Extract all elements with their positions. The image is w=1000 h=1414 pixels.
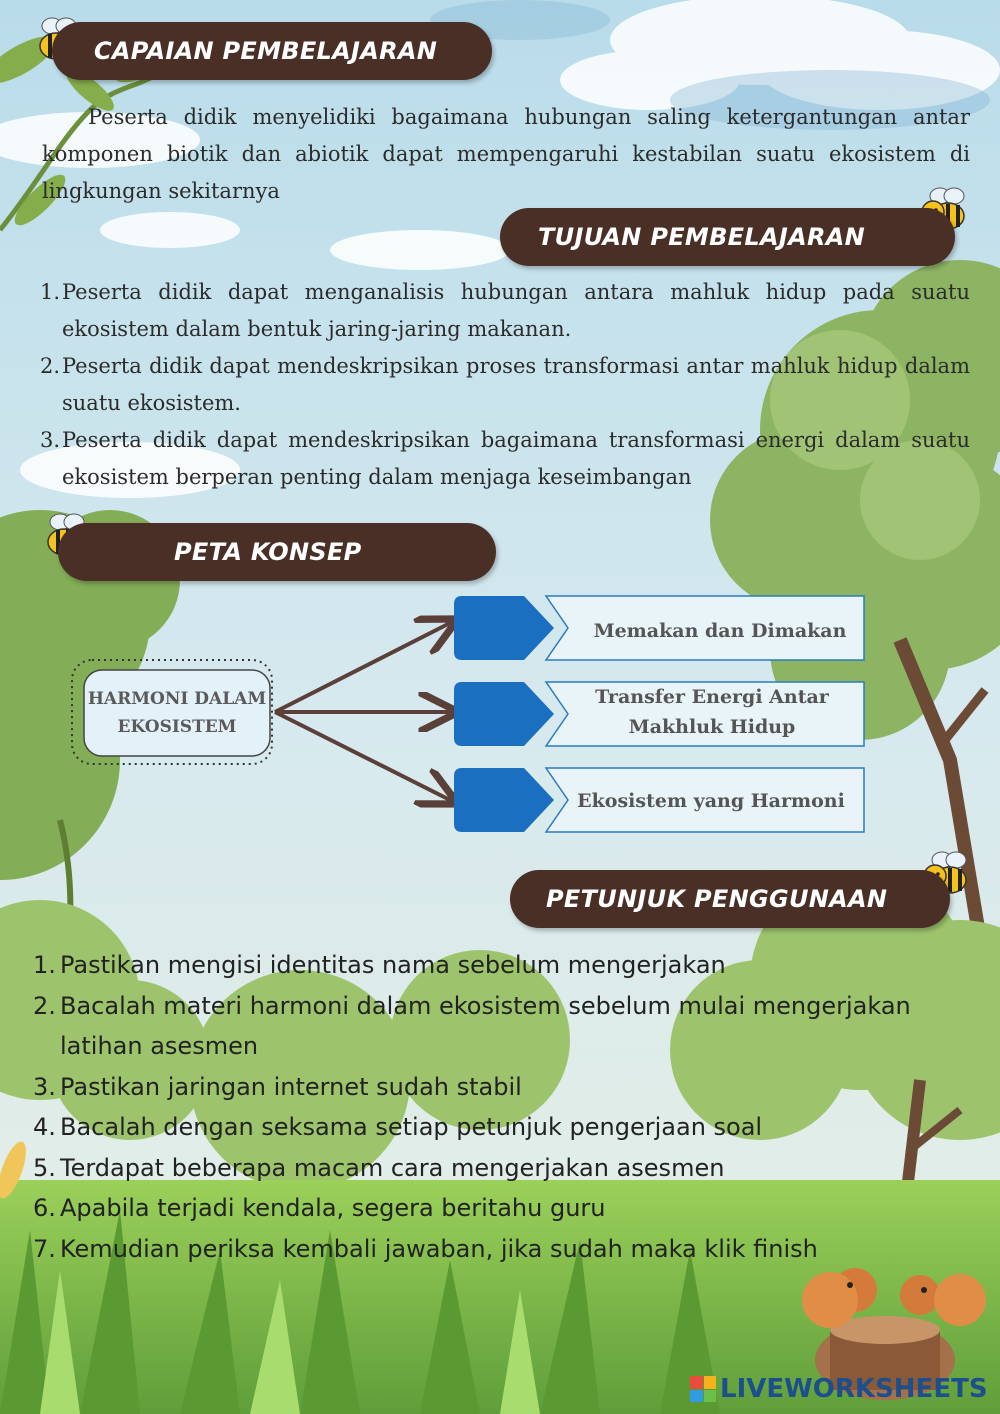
petunjuk-list — [33, 945, 928, 1269]
list-item: 2. Bacalah materi harmoni dalam ekosistem sebelum mulai mengerjakan latihan asesmen — [33, 991, 911, 1060]
liveworksheets-watermark[interactable] — [690, 1373, 988, 1405]
arrow-to-branch-1 — [275, 622, 452, 712]
list-item: 7. Kemudian periksa kembali jawaban, jika sudah maka klik finish — [33, 1234, 818, 1263]
branch-label-3: Ekosistem yang Harmoni — [577, 790, 845, 812]
list-item: 1. Peserta didik dapat menganalisis hubungan antara mahluk hidup pada suatu ekosistem dalam bentuk jaring-jaring makanan. — [40, 280, 970, 341]
branch-label-2: Transfer Energi Antar Makhluk Hidup — [595, 686, 829, 738]
branch-label-1: Memakan dan Dimakan — [593, 620, 847, 642]
branch-tab-2 — [454, 682, 554, 746]
concept-center-label: HARMONI DALAM EKOSISTEM — [87, 689, 267, 737]
list-item: 6. Apabila terjadi kendala, segera beritahu guru — [33, 1194, 606, 1222]
capaian-text: Peserta didik menyelidiki bagaimana hubungan saling ketergantungan antar komponen biotik dan abiotik dapat mempengaruhi kestabilan suatu ekosistem di lingkungan sekitarnya — [42, 105, 970, 203]
list-item: 4. Bacalah dengan seksama setiap petunjuk pengerjaan soal — [33, 1113, 763, 1141]
section-title: CAPAIAN PEMBELAJARAN — [94, 37, 438, 65]
branch-tab-3 — [454, 768, 554, 832]
section-title: PETUNJUK PENGGUNAAN — [546, 885, 888, 913]
list-item: 3. Peserta didik dapat mendeskripsikan bagaimana transformasi energi dalam suatu ekosistem berperan penting dalam menjaga keseimbangan — [40, 428, 970, 489]
watermark-text: LIVEWORKSHEETS — [720, 1374, 988, 1404]
list-item: 3. Pastikan jaringan internet sudah stabil — [33, 1072, 522, 1101]
arrow-to-branch-3 — [275, 712, 452, 801]
banner-petunjuk-penggunaan — [510, 870, 950, 928]
branch-tab-1 — [454, 596, 554, 660]
list-item: 1. Pastikan mengisi identitas nama sebelum mengerjakan — [33, 951, 726, 979]
section-title: PETA KONSEP — [174, 538, 362, 566]
liveworksheets-logo-icon — [690, 1376, 716, 1402]
list-item: 2. Peserta didik dapat mendeskripsikan proses transformasi antar mahluk hidup dalam suatu ekosistem. — [40, 354, 970, 415]
section-title: TUJUAN PEMBELAJARAN — [538, 223, 865, 251]
list-item: 5. Terdapat beberapa macam cara mengerjakan asesmen — [33, 1153, 725, 1182]
